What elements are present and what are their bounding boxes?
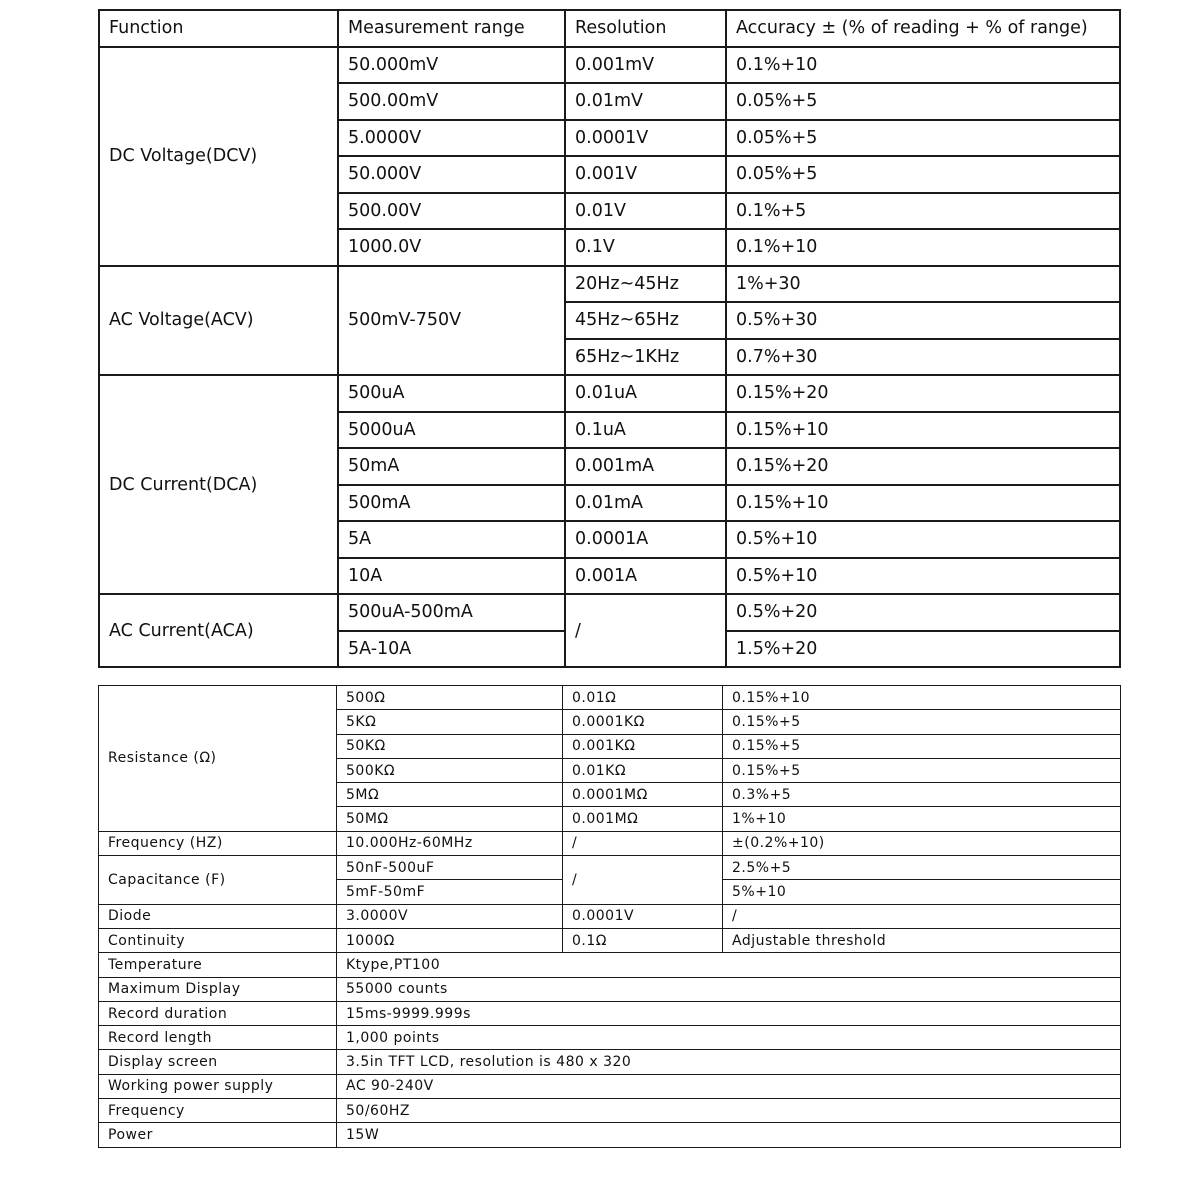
header-accuracy: Accuracy ± (% of reading + % of range) bbox=[726, 10, 1120, 47]
table-row bbox=[99, 375, 1120, 412]
spec-value: 15ms-9999.999s bbox=[337, 1001, 1121, 1025]
table-row bbox=[99, 953, 1121, 977]
accuracy-cell: 0.05%+5 bbox=[726, 83, 1120, 120]
accuracy-cell: 0.15%+5 bbox=[723, 758, 1121, 782]
spec-value: Ktype,PT100 bbox=[337, 953, 1121, 977]
table-row bbox=[99, 904, 1121, 928]
accuracy-cell: 0.7%+30 bbox=[726, 339, 1120, 376]
resolution-cell: 0.01KΩ bbox=[563, 758, 723, 782]
accuracy-cell: 0.1%+10 bbox=[726, 47, 1120, 84]
range-cell: 5A bbox=[338, 521, 565, 558]
spec-table-secondary bbox=[98, 685, 1121, 1148]
spec-label: Temperature bbox=[99, 953, 337, 977]
table-row bbox=[99, 856, 1121, 880]
range-cell: 5.0000V bbox=[338, 120, 565, 157]
resolution-cell: 0.1V bbox=[565, 229, 726, 266]
accuracy-cell: 2.5%+5 bbox=[723, 856, 1121, 880]
range-cell: 50.000mV bbox=[338, 47, 565, 84]
spec-value: 55000 counts bbox=[337, 977, 1121, 1001]
resolution-cell: 0.01Ω bbox=[563, 686, 723, 710]
resolution-cell: 0.001V bbox=[565, 156, 726, 193]
header-row bbox=[99, 10, 1120, 47]
header-range: Measurement range bbox=[338, 10, 565, 47]
accuracy-cell: 1%+10 bbox=[723, 807, 1121, 831]
header-function: Function bbox=[99, 10, 338, 47]
accuracy-cell: 0.15%+5 bbox=[723, 734, 1121, 758]
accuracy-cell: 5%+10 bbox=[723, 880, 1121, 904]
table-row bbox=[99, 1026, 1121, 1050]
spec-value: 50/60HZ bbox=[337, 1099, 1121, 1123]
spec-label: Frequency bbox=[99, 1099, 337, 1123]
spec-label: Record duration bbox=[99, 1001, 337, 1025]
accuracy-cell: 0.15%+5 bbox=[723, 710, 1121, 734]
table-row bbox=[99, 977, 1121, 1001]
table-row bbox=[99, 1099, 1121, 1123]
accuracy-cell: 0.1%+10 bbox=[726, 229, 1120, 266]
accuracy-cell: 1.5%+20 bbox=[726, 631, 1120, 668]
resolution-cell: 0.0001KΩ bbox=[563, 710, 723, 734]
range-cell: 500Ω bbox=[337, 686, 563, 710]
range-cell: 10.000Hz-60MHz bbox=[337, 831, 563, 855]
table-row bbox=[99, 1050, 1121, 1074]
range-cell: 500KΩ bbox=[337, 758, 563, 782]
range-cell: 50nF-500uF bbox=[337, 856, 563, 880]
accuracy-cell: 0.05%+5 bbox=[726, 156, 1120, 193]
spec-label: Power bbox=[99, 1123, 337, 1147]
table-row bbox=[99, 928, 1121, 952]
function-dca: DC Current(DCA) bbox=[99, 375, 338, 594]
function-dcv: DC Voltage(DCV) bbox=[99, 47, 338, 266]
range-cell: 500uA bbox=[338, 375, 565, 412]
resolution-cell: 0.0001A bbox=[565, 521, 726, 558]
accuracy-cell: 0.05%+5 bbox=[726, 120, 1120, 157]
range-cell: 50MΩ bbox=[337, 807, 563, 831]
table-row bbox=[99, 1123, 1121, 1147]
range-cell: 50mA bbox=[338, 448, 565, 485]
resolution-cell: 0.001mV bbox=[565, 47, 726, 84]
resolution-cell: 0.1uA bbox=[565, 412, 726, 449]
range-cell: 5000uA bbox=[338, 412, 565, 449]
table-row bbox=[99, 47, 1120, 84]
resolution-cell: 0.01mV bbox=[565, 83, 726, 120]
range-cell: 500.00V bbox=[338, 193, 565, 230]
function-capacitance: Capacitance (F) bbox=[99, 856, 337, 905]
accuracy-cell: 0.5%+10 bbox=[726, 558, 1120, 595]
accuracy-cell: Adjustable threshold bbox=[723, 928, 1121, 952]
accuracy-cell: 0.5%+10 bbox=[726, 521, 1120, 558]
range-cell: 1000.0V bbox=[338, 229, 565, 266]
spec-label: Record length bbox=[99, 1026, 337, 1050]
range-cell: 1000Ω bbox=[337, 928, 563, 952]
resolution-cell: 45Hz~65Hz bbox=[565, 302, 726, 339]
resolution-cell: / bbox=[563, 856, 723, 905]
accuracy-cell: 0.15%+20 bbox=[726, 375, 1120, 412]
header-resolution: Resolution bbox=[565, 10, 726, 47]
table-row bbox=[99, 1074, 1121, 1098]
spec-value: 1,000 points bbox=[337, 1026, 1121, 1050]
spec-label: Maximum Display bbox=[99, 977, 337, 1001]
resolution-cell: 0.0001V bbox=[563, 904, 723, 928]
spec-value: 3.5in TFT LCD, resolution is 480 x 320 bbox=[337, 1050, 1121, 1074]
range-cell: 500.00mV bbox=[338, 83, 565, 120]
resolution-cell: 0.01V bbox=[565, 193, 726, 230]
accuracy-cell: 1%+30 bbox=[726, 266, 1120, 303]
range-cell: 50.000V bbox=[338, 156, 565, 193]
resolution-cell: 0.1Ω bbox=[563, 928, 723, 952]
range-cell: 500mA bbox=[338, 485, 565, 522]
function-aca: AC Current(ACA) bbox=[99, 594, 338, 667]
table-row bbox=[99, 831, 1121, 855]
accuracy-cell: 0.15%+20 bbox=[726, 448, 1120, 485]
resolution-cell: / bbox=[565, 594, 726, 667]
table-row bbox=[99, 594, 1120, 631]
resolution-cell: 0.0001V bbox=[565, 120, 726, 157]
spec-value: 15W bbox=[337, 1123, 1121, 1147]
resolution-cell: 0.01uA bbox=[565, 375, 726, 412]
range-cell: 50KΩ bbox=[337, 734, 563, 758]
function-diode: Diode bbox=[99, 904, 337, 928]
range-cell: 500uA-500mA bbox=[338, 594, 565, 631]
accuracy-cell: 0.3%+5 bbox=[723, 783, 1121, 807]
table-row bbox=[99, 686, 1121, 710]
spec-value: AC 90-240V bbox=[337, 1074, 1121, 1098]
resolution-cell: 0.001MΩ bbox=[563, 807, 723, 831]
spec-table-main bbox=[98, 9, 1121, 668]
table-row bbox=[99, 1001, 1121, 1025]
spec-label: Display screen bbox=[99, 1050, 337, 1074]
spec-label: Working power supply bbox=[99, 1074, 337, 1098]
resolution-cell: / bbox=[563, 831, 723, 855]
accuracy-cell: / bbox=[723, 904, 1121, 928]
range-cell: 5KΩ bbox=[337, 710, 563, 734]
accuracy-cell: 0.15%+10 bbox=[723, 686, 1121, 710]
accuracy-cell: ±(0.2%+10) bbox=[723, 831, 1121, 855]
resolution-cell: 65Hz~1KHz bbox=[565, 339, 726, 376]
resolution-cell: 20Hz~45Hz bbox=[565, 266, 726, 303]
resolution-cell: 0.001mA bbox=[565, 448, 726, 485]
range-cell: 10A bbox=[338, 558, 565, 595]
range-cell: 5mF-50mF bbox=[337, 880, 563, 904]
function-resistance: Resistance (Ω) bbox=[99, 686, 337, 832]
range-cell: 500mV-750V bbox=[338, 266, 565, 376]
resolution-cell: 0.001A bbox=[565, 558, 726, 595]
function-continuity: Continuity bbox=[99, 928, 337, 952]
function-frequency: Frequency (HZ) bbox=[99, 831, 337, 855]
range-cell: 3.0000V bbox=[337, 904, 563, 928]
resolution-cell: 0.0001MΩ bbox=[563, 783, 723, 807]
accuracy-cell: 0.15%+10 bbox=[726, 485, 1120, 522]
function-acv: AC Voltage(ACV) bbox=[99, 266, 338, 376]
range-cell: 5MΩ bbox=[337, 783, 563, 807]
resolution-cell: 0.01mA bbox=[565, 485, 726, 522]
accuracy-cell: 0.1%+5 bbox=[726, 193, 1120, 230]
range-cell: 5A-10A bbox=[338, 631, 565, 668]
accuracy-cell: 0.15%+10 bbox=[726, 412, 1120, 449]
accuracy-cell: 0.5%+20 bbox=[726, 594, 1120, 631]
accuracy-cell: 0.5%+30 bbox=[726, 302, 1120, 339]
resolution-cell: 0.001KΩ bbox=[563, 734, 723, 758]
table-row bbox=[99, 266, 1120, 303]
